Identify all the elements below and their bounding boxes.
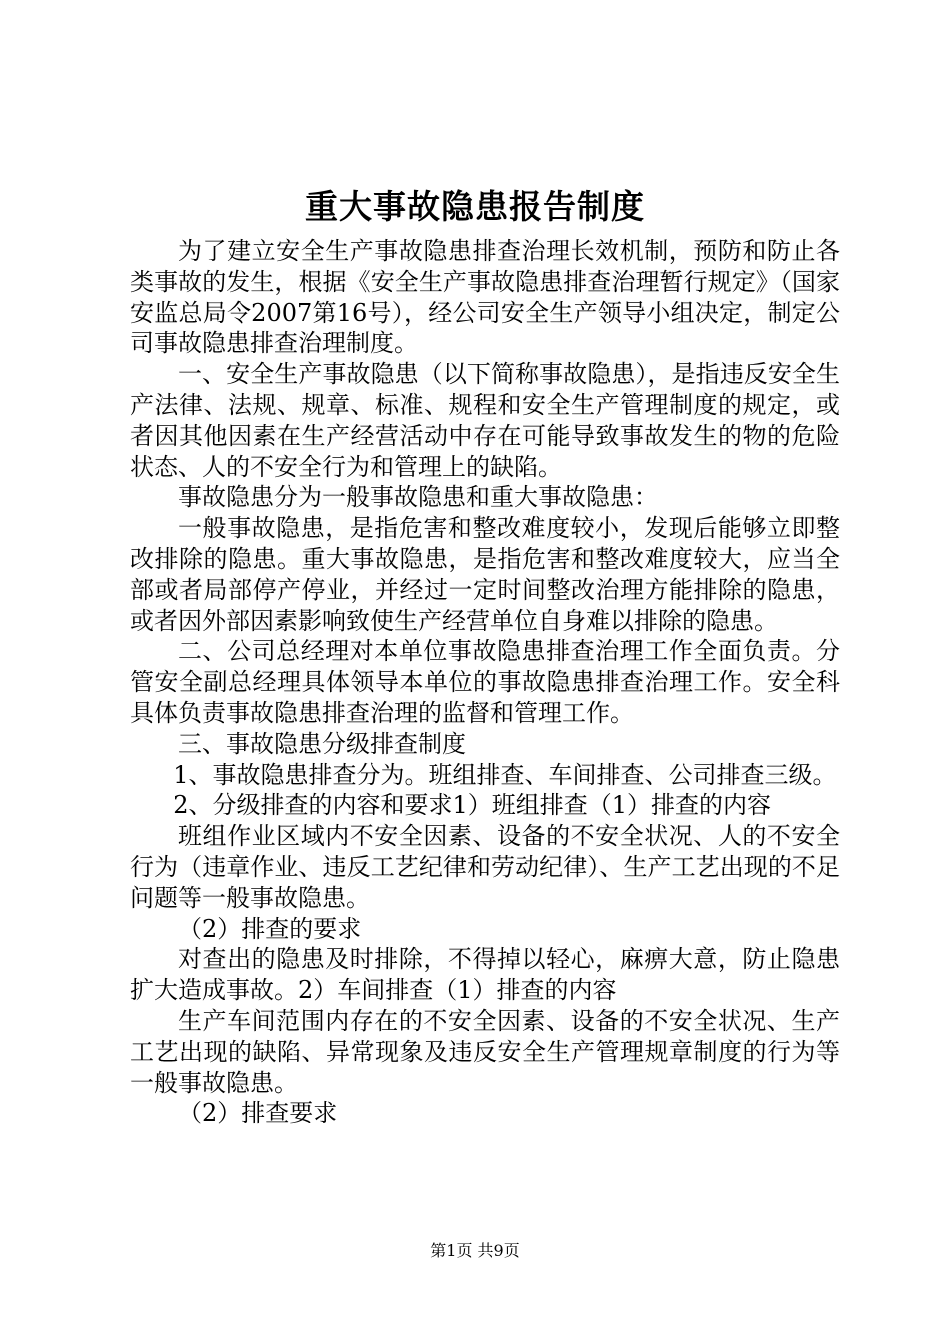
page-footer: 第1页 共9页 xyxy=(430,1241,520,1260)
paragraph-hazard-types: 事故隐患分为一般事故隐患和重大事故隐患： xyxy=(178,483,658,512)
document-title: 重大事故隐患报告制度 xyxy=(305,187,645,226)
paragraph-section-3-heading: 三、事故隐患分级排查制度 xyxy=(178,729,466,758)
paragraph-intro: 为了建立安全生产事故隐患排查治理长效机制，预防和防止各类事故的发生，根据《安全生产事故隐患排查治理暂行规定》（国家安监总局令2007第16号），经公司安全生产领导小组决定，制定公司事故隐患排查治理制度。 xyxy=(130,237,840,358)
paragraph-workshop-content: 生产车间范围内存在的不安全因素、设备的不安全状况、生产工艺出现的缺陷、异常现象及违反安全生产管理规章制度的行为等一般事故隐患。 xyxy=(130,1006,840,1097)
paragraph-section-2: 二、公司总经理对本单位事故隐患排查治理工作全面负责。分管安全副总经理具体领导本单位的事故隐患排查治理工作。安全科具体负责事故隐患排查治理的监督和管理工作。 xyxy=(130,637,840,727)
paragraph-team-requirement: 对查出的隐患及时排除，不得掉以轻心，麻痹大意，防止隐患扩大造成事故。2）车间排查（1）排查的内容 xyxy=(130,945,840,1005)
paragraph-team-content: 班组作业区域内不安全因素、设备的不安全状况、人的不安全行为（违章作业、违反工艺纪律和劳动纪律）、生产工艺出现的不足问题等一般事故隐患。 xyxy=(130,822,840,912)
paragraph-workshop-requirement-heading: （2）排查要求 xyxy=(178,1099,338,1128)
paragraph-hazard-definitions: 一般事故隐患，是指危害和整改难度较小，发现后能够立即整改排除的隐患。重大事故隐患，是指危害和整改难度较大，应当全部或者局部停产停业，并经过一定时间整改治理方能排除的隐患，或者因外部因素影响致使生产经营单位自身难以排除的隐患。 xyxy=(130,514,840,635)
document-body xyxy=(130,236,840,1129)
paragraph-item-2: 2、分级排查的内容和要求1）班组排查（1）排查的内容 xyxy=(173,791,771,820)
paragraph-section-1: 一、安全生产事故隐患（以下简称事故隐患），是指违反安全生产法律、法规、规章、标准、规程和安全生产管理制度的规定，或者因其他因素在生产经营活动中存在可能导致事故发生的物的危险状态、人的不安全行为和管理上的缺陷。 xyxy=(130,360,840,481)
paragraph-team-requirement-heading: （2）排查的要求 xyxy=(178,914,362,943)
paragraph-item-1: 1、事故隐患排查分为。班组排查、车间排查、公司排查三级。 xyxy=(173,760,837,789)
